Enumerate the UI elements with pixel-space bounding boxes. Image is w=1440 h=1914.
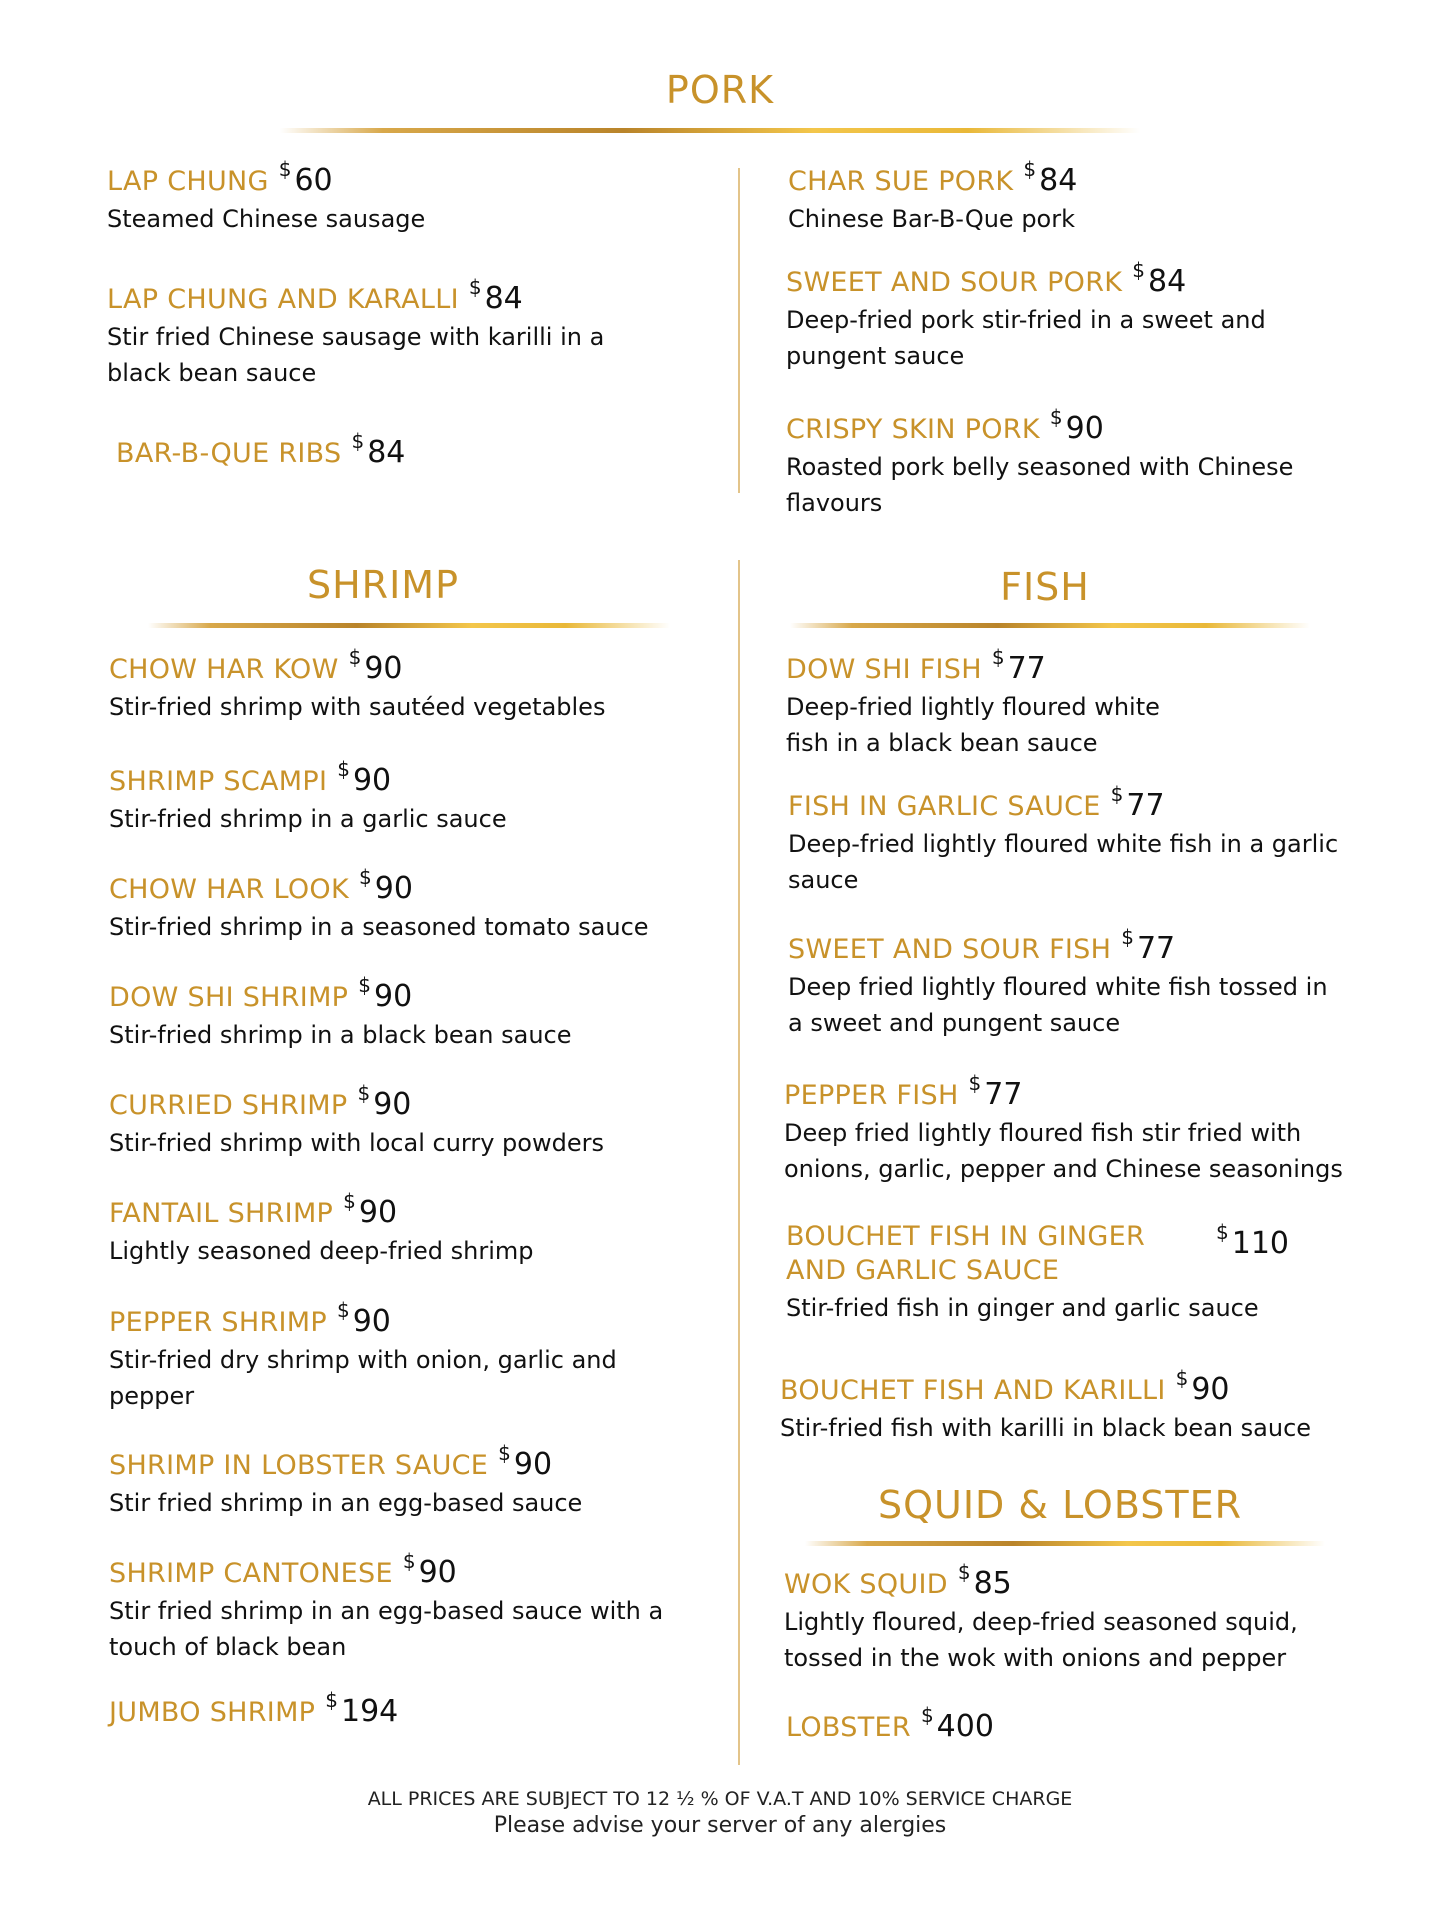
menu-item-shrimp-in-lobster-sauce [109, 1441, 689, 1521]
price-value: 90 [364, 651, 403, 686]
menu-item-price [1216, 1220, 1289, 1261]
price-value: 90 [418, 1555, 457, 1590]
menu-item-name: WOK SQUID [784, 1569, 948, 1600]
menu-item-sweet-and-sour-pork [786, 258, 1316, 374]
menu-item-price [921, 1703, 994, 1744]
menu-item-description: Lightly seasoned deep-fried shrimp [109, 1236, 534, 1265]
price-value: 84 [1039, 163, 1078, 198]
currency-symbol: $ [336, 1298, 350, 1322]
menu-item-name: BOUCHET FISH AND KARILLI [780, 1375, 1166, 1406]
menu-item-pepper-shrimp [109, 1298, 649, 1414]
currency-symbol: $ [357, 1081, 371, 1105]
menu-item-description: Stir-fried shrimp with local curry powders [109, 1128, 604, 1157]
price-value: 90 [352, 1304, 391, 1339]
menu-item-wok-squid [784, 1560, 1364, 1676]
menu-item-description: Stir-fried shrimp in a black bean sauce [109, 1020, 572, 1049]
currency-symbol: $ [920, 1703, 934, 1727]
menu-item-dow-shi-shrimp [109, 973, 689, 1053]
pork-section-title: PORK [665, 68, 775, 112]
menu-item-price [498, 1441, 552, 1482]
menu-item-price [337, 1298, 391, 1339]
menu-item-description: Stir fried shrimp in an egg-based sauce with a touch of black bean [109, 1596, 664, 1661]
menu-item-dow-shi-fish [786, 645, 1346, 761]
menu-item-name: CURRIED SHRIMP [109, 1090, 348, 1121]
currency-symbol: $ [968, 1071, 982, 1095]
fish-section-title: FISH [1000, 565, 1090, 609]
menu-item-name: FISH IN GARLIC SAUCE [788, 791, 1101, 822]
menu-item-char-sue-pork [788, 157, 1348, 237]
menu-item-name: LAP CHUNG [107, 166, 269, 197]
menu-item-pepper-fish [784, 1071, 1364, 1187]
menu-item-shrimp-cantonese [109, 1549, 679, 1665]
currency-symbol: $ [991, 645, 1005, 669]
menu-item-jumbo-shrimp [109, 1688, 689, 1730]
menu-item-description: Deep-fried pork stir-fried in a sweet and pungent sauce [786, 305, 1266, 370]
menu-item-price [1132, 258, 1186, 299]
menu-item-name: SWEET AND SOUR FISH [788, 934, 1112, 965]
menu-item-description: Stir-fried dry shrimp with onion, garlic and pepper [109, 1345, 617, 1410]
menu-item-description: Stir-fried fish in ginger and garlic sauce [786, 1293, 1259, 1322]
menu-item-bouchet-fish-and-karilli [780, 1366, 1360, 1446]
menu-item-price [1176, 1366, 1230, 1407]
menu-item-price [1050, 405, 1104, 446]
price-value: 85 [973, 1566, 1012, 1601]
menu-item-description: Stir fried Chinese sausage with karilli in a black bean sauce [107, 322, 605, 387]
currency-symbol: $ [1023, 157, 1037, 181]
menu-item-price [469, 275, 523, 316]
menu-item-chow-har-look [109, 865, 689, 945]
menu-item-price [343, 1189, 397, 1230]
currency-symbol: $ [348, 645, 362, 669]
menu-item-price [403, 1549, 457, 1590]
currency-symbol: $ [1175, 1366, 1189, 1390]
price-value: 110 [1231, 1226, 1289, 1261]
menu-item-name: CRISPY SKIN PORK [786, 414, 1040, 445]
price-value: 84 [484, 281, 523, 316]
menu-item-sweet-and-sour-fish [788, 925, 1348, 1041]
menu-item-description: Stir fried shrimp in an egg-based sauce [109, 1488, 583, 1517]
menu-item-description: Lightly floured, deep-fried seasoned squid, tossed in the wok with onions and pepper [784, 1607, 1298, 1672]
currency-symbol: $ [402, 1549, 416, 1573]
squid-lobster-section-title: SQUID & LOBSTER [878, 1483, 1242, 1527]
menu-item-fantail-shrimp [109, 1189, 689, 1269]
price-value: 90 [374, 871, 413, 906]
menu-item-price [279, 157, 333, 198]
currency-symbol: $ [1132, 258, 1145, 282]
currency-symbol: $ [1110, 782, 1124, 806]
price-value: 90 [1191, 1372, 1230, 1407]
menu-item-price [349, 645, 403, 686]
menu-item-name: JUMBO SHRIMP [109, 1697, 316, 1728]
price-value: 77 [1007, 651, 1046, 686]
menu-item-price [1111, 782, 1165, 823]
menu-item-price [358, 973, 412, 1014]
menu-item-price [969, 1071, 1023, 1112]
menu-item-name: SHRIMP CANTONESE [109, 1558, 393, 1589]
menu-item-name: SHRIMP SCAMPI [109, 766, 328, 797]
currency-symbol: $ [1216, 1220, 1229, 1244]
price-value: 77 [984, 1077, 1023, 1112]
tax-notice: ALL PRICES ARE SUBJECT TO 12 ½ % OF V.A.T AND 10% SERVICE CHARGE [367, 1788, 1073, 1810]
currency-symbol: $ [337, 757, 350, 781]
pork-title-divider [280, 128, 1140, 133]
price-value: 90 [352, 763, 392, 798]
menu-item-description: Steamed Chinese sausage [107, 204, 426, 233]
menu-item-name: BOUCHET FISH IN GINGER AND GARLIC SAUCE [786, 1221, 1146, 1286]
menu-item-price [357, 1081, 411, 1122]
menu-item-price [337, 757, 391, 798]
squid-lobster-title-divider [805, 1541, 1325, 1546]
menu-item-fish-in-garlic-sauce [788, 782, 1348, 898]
currency-symbol: $ [957, 1560, 971, 1584]
menu-item-lobster [786, 1703, 1346, 1745]
currency-symbol: $ [468, 275, 482, 299]
currency-symbol: $ [358, 973, 371, 997]
menu-item-description: Stir-fried shrimp in a garlic sauce [109, 804, 507, 833]
menu-item-chow-har-kow [109, 645, 689, 725]
menu-item-name: CHOW HAR KOW [109, 654, 339, 685]
menu-item-name: SWEET AND SOUR PORK [786, 267, 1123, 298]
pork-column-divider [738, 168, 740, 493]
currency-symbol: $ [343, 1189, 356, 1213]
price-value: 60 [294, 163, 333, 198]
price-value: 77 [1126, 788, 1165, 823]
menu-item-description: Deep-fried lightly floured white fish in a garlic sauce [788, 829, 1339, 894]
price-value: 90 [373, 1087, 412, 1122]
currency-symbol: $ [325, 1688, 338, 1712]
menu-item-description: Roasted pork belly seasoned with Chinese flavours [786, 452, 1294, 517]
menu-item-name: CHOW HAR LOOK [109, 874, 349, 905]
main-column-divider [738, 560, 740, 1765]
price-value: 90 [1065, 411, 1104, 446]
menu-item-bar-b-que-ribs [116, 429, 636, 471]
menu-item-lap-chung-and-karalli [107, 275, 627, 391]
menu-item-name: CHAR SUE PORK [788, 166, 1014, 197]
menu-item-price [325, 1688, 398, 1729]
menu-item-name: PEPPER SHRIMP [109, 1307, 327, 1338]
menu-item-price [351, 429, 405, 470]
menu-item-curried-shrimp [109, 1081, 689, 1161]
price-value: 90 [358, 1195, 398, 1230]
menu-item-description: Deep fried lightly floured white fish tossed in a sweet and pungent sauce [788, 972, 1328, 1037]
menu-item-name: FANTAIL SHRIMP [109, 1198, 334, 1229]
menu-item-description: Deep-fried lightly floured white fish in a black bean sauce [786, 692, 1160, 757]
currency-symbol: $ [1049, 405, 1063, 429]
allergy-notice: Please advise your server of any alergies [493, 1813, 947, 1838]
menu-item-name: PEPPER FISH [784, 1080, 959, 1111]
menu-item-name: SHRIMP IN LOBSTER SAUCE [109, 1450, 489, 1481]
menu-item-name: LOBSTER [786, 1712, 911, 1743]
menu-item-name: BAR-B-QUE RIBS [116, 438, 342, 469]
currency-symbol: $ [1121, 925, 1134, 949]
menu-item-description: Stir-fried shrimp with sautéed vegetables [109, 692, 606, 721]
price-value: 77 [1136, 931, 1176, 966]
menu-item-name: LAP CHUNG AND KARALLI [107, 284, 459, 315]
menu-item-name: DOW SHI FISH [786, 654, 982, 685]
currency-symbol: $ [351, 429, 365, 453]
menu-item-price [359, 865, 413, 906]
price-value: 84 [1148, 264, 1187, 299]
menu-item-name: DOW SHI SHRIMP [109, 982, 349, 1013]
menu-item-price [958, 1560, 1012, 1601]
currency-symbol: $ [498, 1441, 511, 1465]
price-value: 90 [374, 979, 413, 1014]
menu-item-lap-chung [107, 157, 667, 237]
menu-item-bouchet-fish-in-ginger-and-garlic-sauce [786, 1220, 1306, 1326]
menu-item-shrimp-scampi [109, 757, 689, 837]
currency-symbol: $ [278, 157, 292, 181]
menu-item-description: Stir-fried fish with karilli in black bean sauce [780, 1413, 1312, 1442]
price-value: 84 [367, 435, 406, 470]
price-value: 194 [340, 1694, 399, 1729]
price-value: 90 [513, 1447, 553, 1482]
menu-item-price [1121, 925, 1175, 966]
menu-item-description: Chinese Bar-B-Que pork [788, 204, 1076, 233]
menu-item-description: Stir-fried shrimp in a seasoned tomato sauce [109, 912, 649, 941]
shrimp-title-divider [148, 623, 670, 628]
menu-item-price [1023, 157, 1077, 198]
currency-symbol: $ [359, 865, 372, 889]
menu-item-description: Deep fried lightly floured fish stir fried with onions, garlic, pepper and Chinese seasonings [784, 1118, 1343, 1183]
shrimp-section-title: SHRIMP [306, 563, 459, 607]
fish-title-divider [790, 623, 1310, 628]
price-value: 400 [936, 1709, 994, 1744]
menu-item-crispy-skin-pork [786, 405, 1316, 521]
menu-item-price [992, 645, 1046, 686]
